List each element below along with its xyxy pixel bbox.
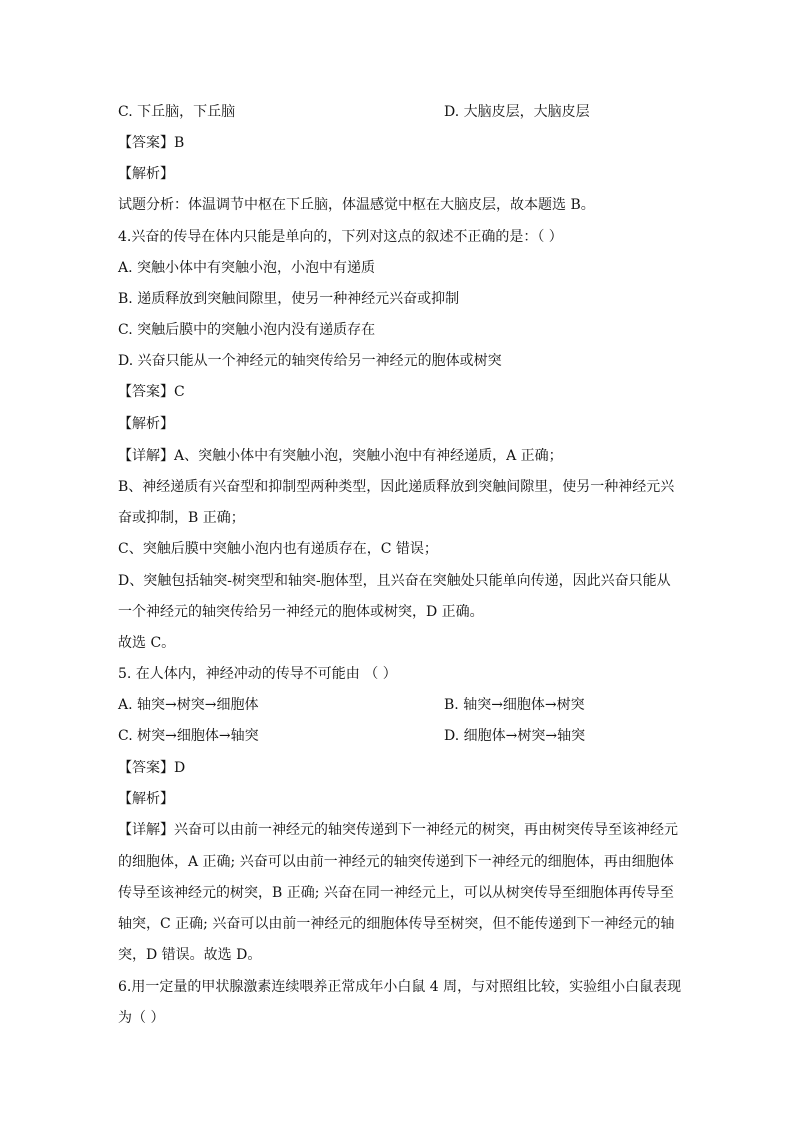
q3-option-c: C. 下丘脑，下丘脑 (118, 104, 236, 120)
q3-option-d: D. 大脑皮层，大脑皮层 (444, 104, 590, 120)
q5-option-d: D. 细胞体→树突→轴突 (444, 728, 586, 744)
q5-detail-line: 的细胞体，A 正确; 兴奋可以由前一神经元的轴突传递到下一神经元的细胞体，再由细胞体 (118, 854, 674, 870)
q5-detail-line: 传导至该神经元的树突，B 正确; 兴奋在同一神经元上，可以从树突传导至细胞体再传导至 (118, 885, 674, 901)
q4-answer: 【答案】C (118, 384, 185, 400)
q5-option-c: C. 树突→细胞体→轴突 (118, 728, 259, 744)
q4-conclusion: 故选 C。 (118, 635, 176, 651)
q4-option-c: C. 突触后膜中的突触小泡内没有递质存在 (118, 322, 376, 338)
q5-detail-line: 【详解】兴奋可以由前一神经元的轴突传递到下一神经元的树突，再由树突传导至该神经元 (118, 822, 678, 838)
q5-option-b: B. 轴突→细胞体→树突 (444, 697, 585, 713)
q5-detail-line: 轴突，C 正确; 兴奋可以由前一神经元的细胞体传导至树突，但不能传递到下一神经元的轴 (118, 916, 675, 932)
q6-stem-line: 6.用一定量的甲状腺激素连续喂养正常成年小白鼠 4 周，与对照组比较，实验组小白鼠表现 (118, 979, 682, 995)
q3-analysis-title: 【解析】 (118, 166, 174, 182)
q4-analysis-title: 【解析】 (118, 416, 174, 432)
q5-stem: 5. 在人体内，神经冲动的传导不可能由 （ ） (118, 666, 397, 682)
q4-option-a: A. 突触小体中有突触小泡，小泡中有递质 (118, 260, 376, 276)
q4-detail-line: 【详解】A、突触小体中有突触小泡，突触小泡中有神经递质，A 正确； (118, 448, 563, 464)
q3-analysis: 试题分析：体温调节中枢在下丘脑，体温感觉中枢在大脑皮层，故本题选 B。 (118, 197, 595, 213)
q4-detail-line: 奋或抑制，B 正确； (118, 510, 245, 526)
q4-option-b: B. 递质释放到突触间隙里，使另一种神经元兴奋或抑制 (118, 291, 460, 307)
q5-detail-line: 突，D 错误。故选 D。 (118, 947, 262, 963)
q3-answer: 【答案】B (118, 135, 185, 151)
q4-option-d: D. 兴奋只能从一个神经元的轴突传给另一神经元的胞体或树突 (118, 353, 502, 369)
q5-answer: 【答案】D (118, 760, 186, 776)
q4-detail-line: C、突触后膜中突触小泡内也有递质存在，C 错误； (118, 541, 438, 557)
q4-detail-line: B、神经递质有兴奋型和抑制型两种类型，因此递质释放到突触间隙里，使另一种神经元兴 (118, 479, 675, 495)
q4-stem: 4.兴奋的传导在体内只能是单向的，下列对这点的叙述不正确的是：（ ） (118, 229, 563, 245)
q4-detail-line: D、突触包括轴突-树突型和轴突-胞体型，且兴奋在突触处只能单向传递，因此兴奋只能从 (118, 573, 671, 589)
q5-analysis-title: 【解析】 (118, 791, 174, 807)
q5-option-a: A. 轴突→树突→细胞体 (118, 697, 259, 713)
q6-stem-line: 为（ ） (118, 1010, 165, 1026)
q4-detail-line: 一个神经元的轴突传给另一神经元的胞体或树突，D 正确。 (118, 604, 484, 620)
